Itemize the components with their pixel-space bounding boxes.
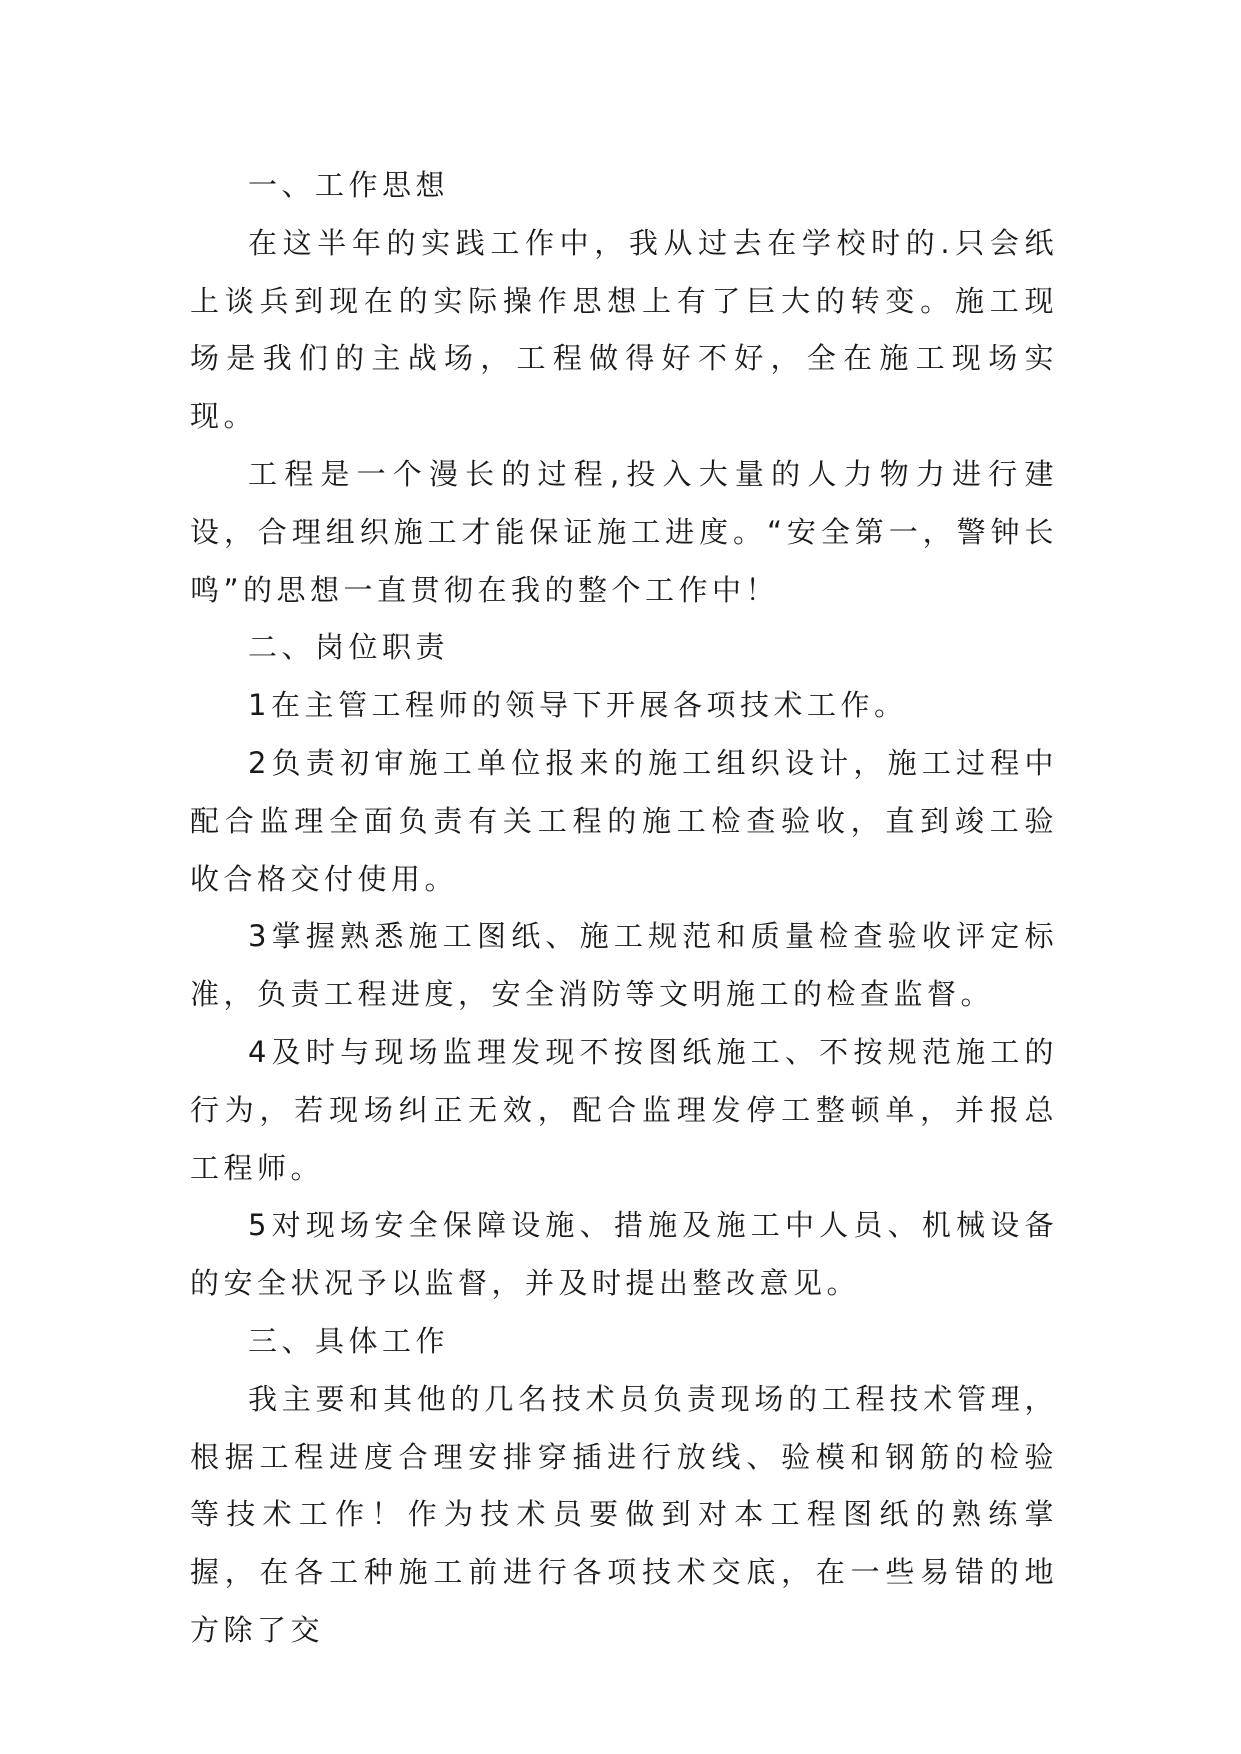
duty-item-4: 4及时与现场监理发现不按图纸施工、不按规范施工的行为，若现场纠正无效，配合监理发停工整顿单，并报总工程师。 bbox=[190, 1034, 1058, 1185]
duty-item-2: 2负责初审施工单位报来的施工组织设计，施工过程中配合监理全面负责有关工程的施工检查验收，直到竣工验收合格交付使用。 bbox=[190, 745, 1058, 896]
duty-item-1: 1在主管工程师的领导下开展各项技术工作。 bbox=[248, 688, 908, 723]
document-body bbox=[190, 157, 1058, 1660]
section-heading-duties: 二、岗位职责 bbox=[248, 630, 450, 665]
paragraph-transformation: 在这半年的实践工作中，我从过去在学校时的.只会纸上谈兵到现在的实际操作思想上有了巨大的转变。施工现场是我们的主战场，工程做得好不好，全在施工现场实现。 bbox=[190, 225, 1058, 434]
section-heading-specific-work: 三、具体工作 bbox=[248, 1323, 450, 1358]
paragraph-safety-first: 工程是一个漫长的过程,投入大量的人力物力进行建设，合理组织施工才能保证施工进度。“安全第一，警钟长鸣”的思想一直贯彻在我的整个工作中！ bbox=[190, 456, 1058, 607]
paragraph-specific-work: 我主要和其他的几名技术员负责现场的工程技术管理，根据工程进度合理安排穿插进行放线、验模和钢筋的检验等技术工作！作为技术员要做到对本工程图纸的熟练掌握，在各工种施工前进行各项技术交底，在一些易错的地方除了交 bbox=[190, 1381, 1058, 1647]
duty-item-5: 5对现场安全保障设施、措施及施工中人员、机械设备的安全状况予以监督，并及时提出整改意见。 bbox=[190, 1208, 1058, 1301]
section-heading-work-thoughts: 一、工作思想 bbox=[248, 168, 450, 202]
duty-item-3: 3掌握熟悉施工图纸、施工规范和质量检查验收评定标准，负责工程进度，安全消防等文明施工的检查监督。 bbox=[190, 919, 1058, 1012]
